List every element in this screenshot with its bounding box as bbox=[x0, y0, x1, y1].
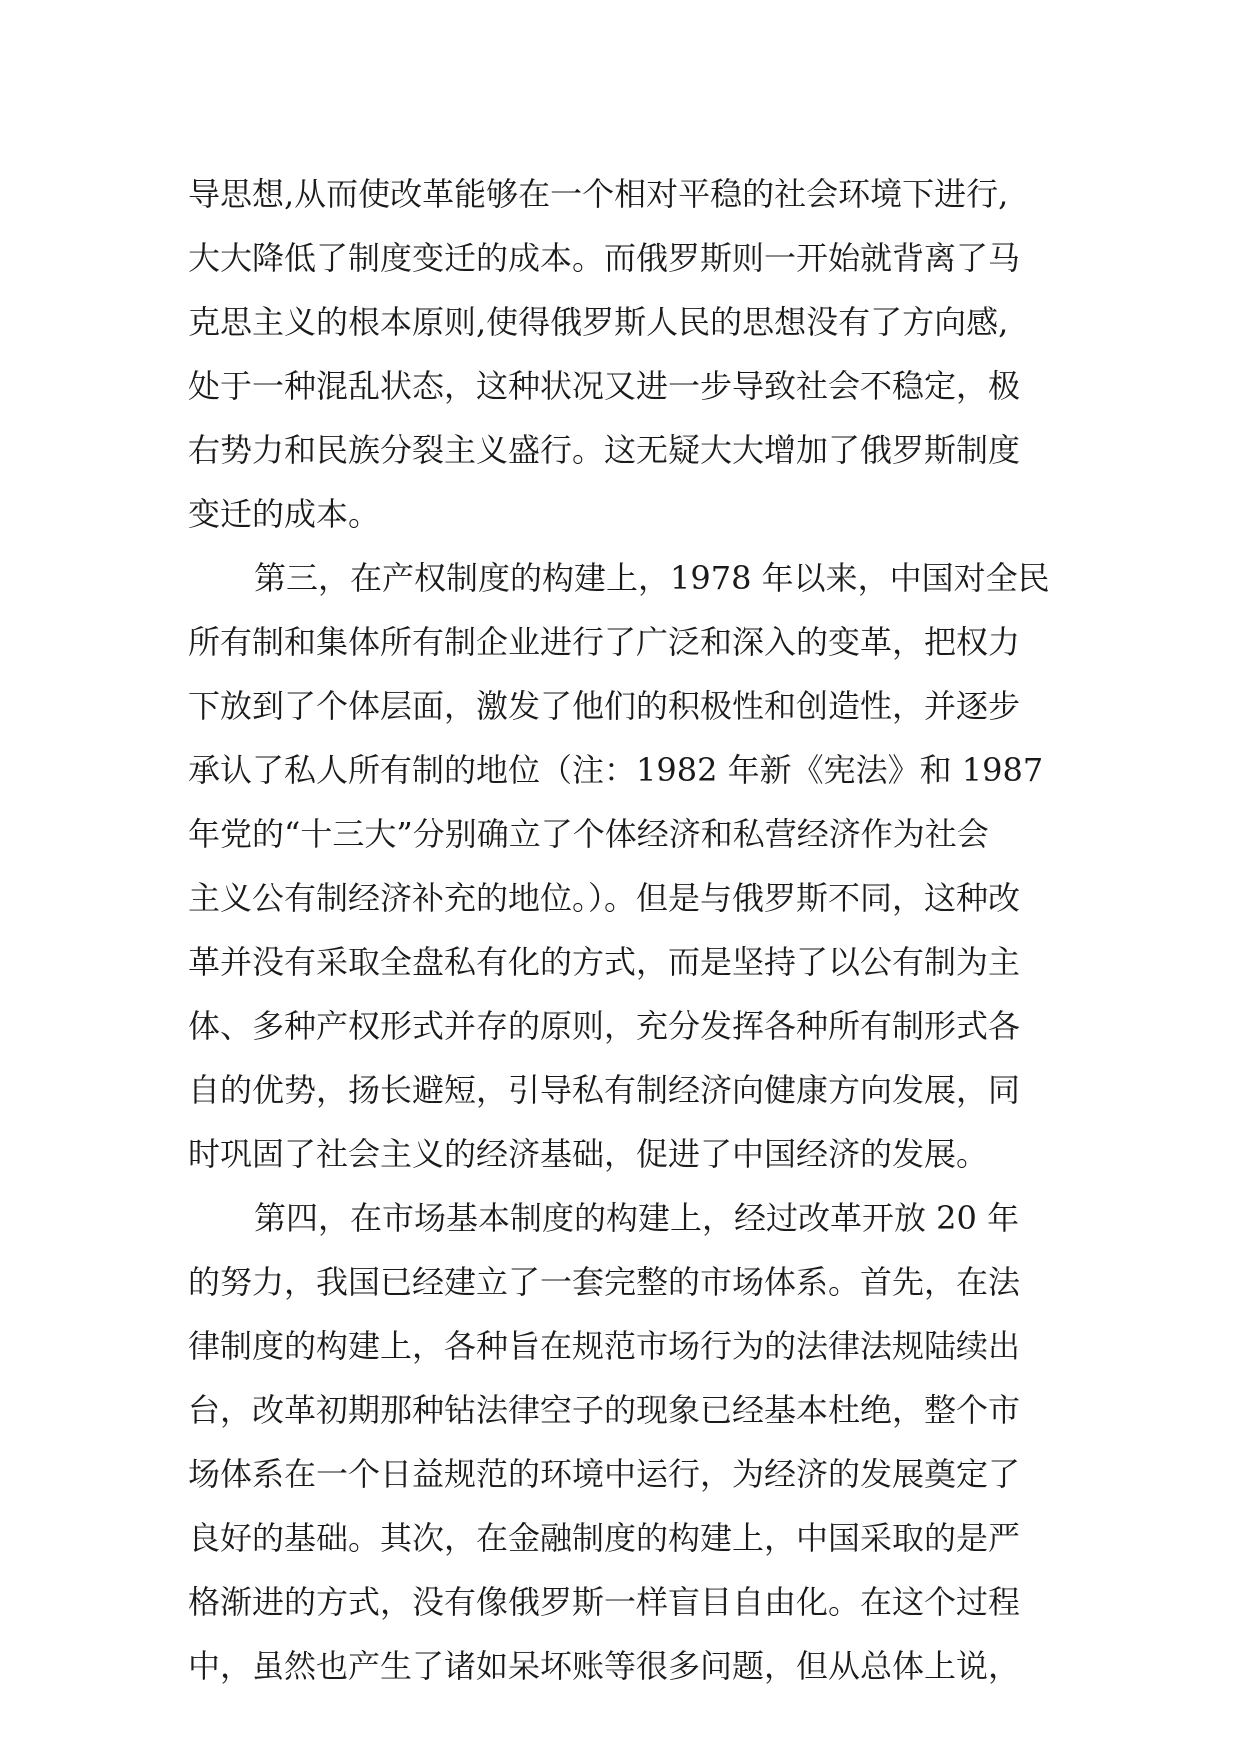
text-line: 所有制和集体所有制企业进行了广泛和深入的变革，把权力 bbox=[188, 623, 1021, 661]
body-text bbox=[188, 162, 1088, 1698]
text-line: 主义公有制经济补充的地位。）。但是与俄罗斯不同，这种改 bbox=[188, 879, 1021, 917]
text-line: 良好的基础。其次，在金融制度的构建上，中国采取的是严 bbox=[188, 1519, 1021, 1557]
text-line: 台，改革初期那种钻法律空子的现象已经基本杜绝，整个市 bbox=[188, 1391, 1021, 1429]
text-line: 承认了私人所有制的地位（注：1982 年新《宪法》和 1987 bbox=[188, 751, 1044, 789]
text-line: 右势力和民族分裂主义盛行。这无疑大大增加了俄罗斯制度 bbox=[188, 431, 1021, 469]
text-line: 克思主义的根本原则,使得俄罗斯人民的思想没有了方向感, bbox=[188, 303, 1009, 341]
text-line: 律制度的构建上，各种旨在规范市场行为的法律法规陆续出 bbox=[188, 1327, 1021, 1365]
text-line: 场体系在一个日益规范的环境中运行，为经济的发展奠定了 bbox=[188, 1455, 1021, 1493]
text-line: 下放到了个体层面，激发了他们的积极性和创造性，并逐步 bbox=[188, 687, 1021, 725]
text-line: 格渐进的方式，没有像俄罗斯一样盲目自由化。在这个过程 bbox=[188, 1583, 1021, 1621]
text-line: 导思想,从而使改革能够在一个相对平稳的社会环境下进行, bbox=[188, 175, 1009, 213]
paragraph-start-line: 第三，在产权制度的构建上，1978 年以来，中国对全民 bbox=[254, 559, 1050, 597]
text-line: 自的优势，扬长避短，引导私有制经济向健康方向发展，同 bbox=[188, 1071, 1021, 1109]
text-line: 革并没有采取全盘私有化的方式，而是坚持了以公有制为主 bbox=[188, 943, 1021, 981]
text-line: 的努力，我国已经建立了一套完整的市场体系。首先，在法 bbox=[188, 1263, 1021, 1301]
text-line: 时巩固了社会主义的经济基础，促进了中国经济的发展。 bbox=[188, 1135, 989, 1173]
text-line: 中，虽然也产生了诸如呆坏账等很多问题，但从总体上说， bbox=[188, 1647, 1021, 1685]
text-line: 体、多种产权形式并存的原则，充分发挥各种所有制形式各 bbox=[188, 1007, 1021, 1045]
text-line: 变迁的成本。 bbox=[188, 495, 381, 533]
paragraph-start-line: 第四，在市场基本制度的构建上，经过改革开放 20 年 bbox=[254, 1199, 1020, 1237]
text-line: 年党的“十三大”分别确立了个体经济和私营经济作为社会 bbox=[188, 815, 989, 853]
text-line: 大大降低了制度变迁的成本。而俄罗斯则一开始就背离了马 bbox=[188, 239, 1021, 277]
text-line: 处于一种混乱状态，这种状况又进一步导致社会不稳定，极 bbox=[188, 367, 1021, 405]
